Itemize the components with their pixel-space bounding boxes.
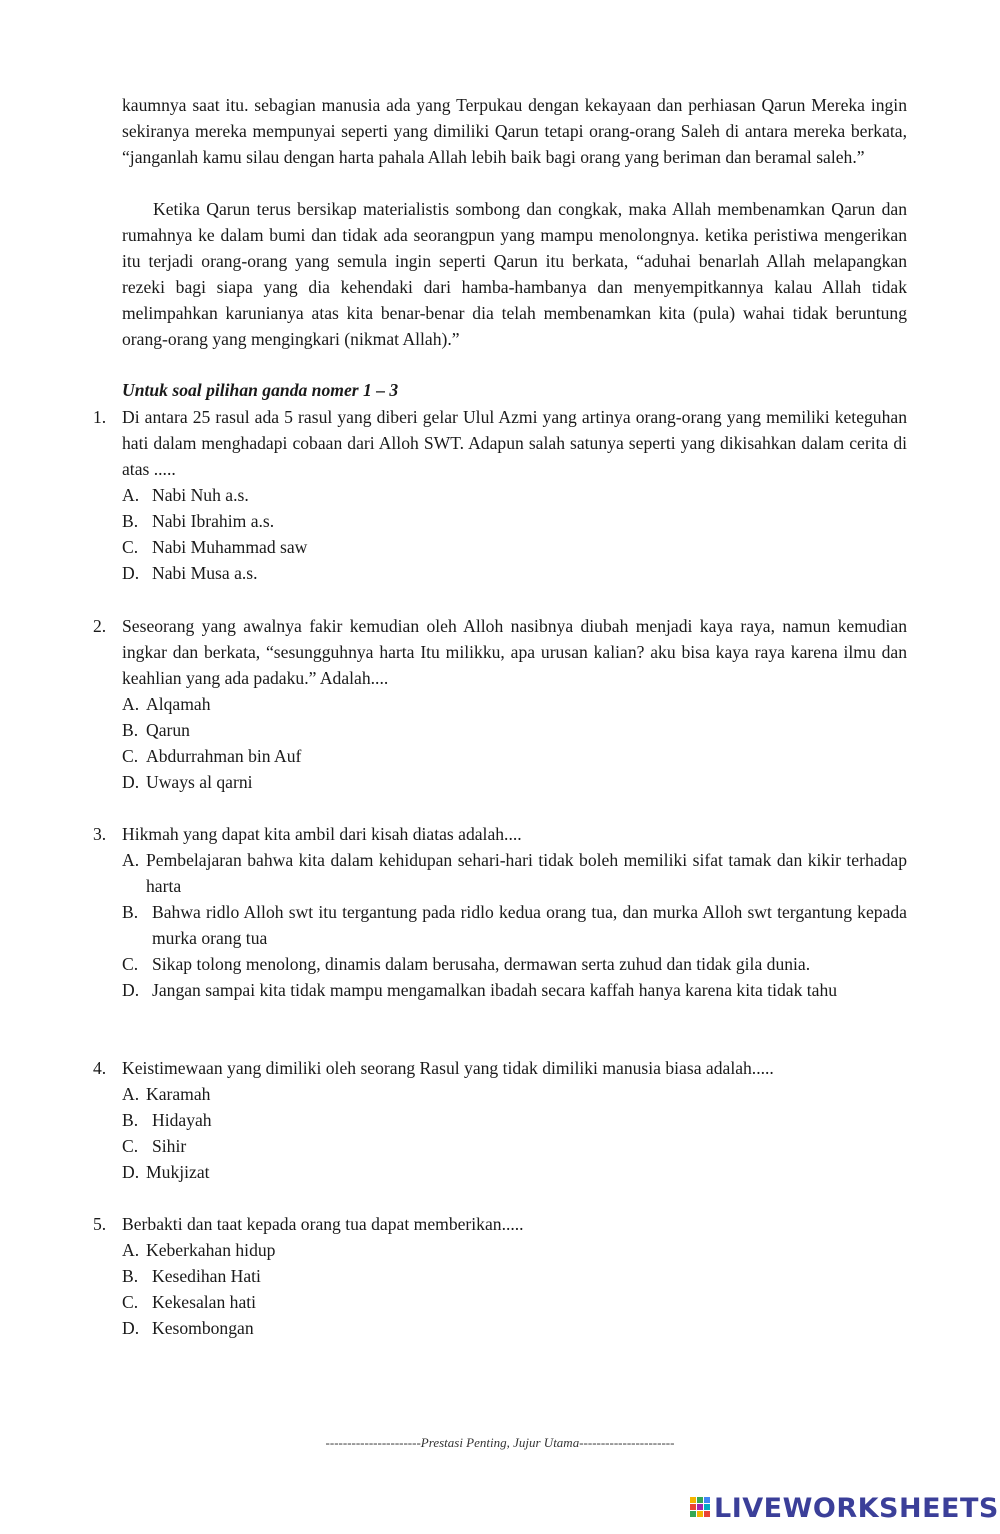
option-text: Kesedihan Hati bbox=[152, 1266, 261, 1286]
option-text: Nabi Muhammad saw bbox=[152, 537, 308, 557]
option-text: Keberkahan hidup bbox=[146, 1240, 276, 1260]
option-label: A. bbox=[122, 1084, 140, 1104]
option-text: Bahwa ridlo Alloh swt itu tergantung pada ridlo kedua orang tua, dan murka Alloh swt tergantung kepada murka orang tua bbox=[152, 902, 907, 948]
option-5a[interactable] bbox=[122, 1237, 907, 1263]
option-3c[interactable] bbox=[122, 951, 907, 977]
option-text: Pembelajaran bahwa kita dalam kehidupan sehari-hari tidak boleh memiliki sifat tamak dan kikir terhadap harta bbox=[146, 850, 907, 896]
question-text: Keistimewaan yang dimiliki oleh seorang Rasul yang tidak dimiliki manusia biasa adalah..... bbox=[122, 1058, 774, 1078]
option-text: Kekesalan hati bbox=[152, 1292, 257, 1312]
option-5c[interactable] bbox=[122, 1289, 907, 1315]
option-label: B. bbox=[122, 1266, 139, 1286]
option-text: Jangan sampai kita tidak mampu mengamalkan ibadah secara kaffah hanya karena kita tidak tahu bbox=[152, 980, 838, 1000]
option-text: Kesombongan bbox=[152, 1318, 254, 1338]
option-4b[interactable] bbox=[122, 1107, 907, 1133]
liveworksheets-logo-icon bbox=[690, 1497, 712, 1521]
option-label: C. bbox=[122, 1136, 139, 1156]
question-number: 5. bbox=[93, 1214, 107, 1234]
option-label: D. bbox=[122, 1318, 140, 1338]
option-label: D. bbox=[122, 563, 140, 583]
question-text: Di antara 25 rasul ada 5 rasul yang diberi gelar Ulul Azmi yang artinya orang-orang yang memiliki keteguhan hati dalam menghadapi cobaan dari Alloh SWT. Adapun salah satunya seperti yang dikisahkan dalam cerita di atas ..... bbox=[122, 407, 907, 479]
option-text: Sihir bbox=[152, 1136, 187, 1156]
option-text: Abdurrahman bin Auf bbox=[146, 746, 302, 766]
option-text: Qarun bbox=[146, 720, 190, 740]
option-3a[interactable] bbox=[122, 847, 907, 899]
option-label: A. bbox=[122, 1240, 140, 1260]
option-label: B. bbox=[122, 511, 139, 531]
footer-motto-text: Prestasi Penting, Jujur Utama bbox=[420, 1435, 580, 1450]
option-4d[interactable] bbox=[122, 1159, 907, 1185]
option-text: Uways al qarni bbox=[146, 772, 253, 792]
question-number: 2. bbox=[93, 616, 107, 636]
footer-dashes-right: ---------------------- bbox=[579, 1435, 675, 1450]
option-4c[interactable] bbox=[122, 1133, 907, 1159]
option-3b[interactable] bbox=[122, 899, 907, 951]
option-text: Sikap tolong menolong, dinamis dalam berusaha, dermawan serta zuhud dan tidak gila dunia. bbox=[152, 954, 811, 974]
option-4a[interactable] bbox=[122, 1081, 907, 1107]
option-1a[interactable] bbox=[122, 482, 907, 508]
brand-name: LIVEWORKSHEETS bbox=[714, 1493, 999, 1524]
liveworksheets-brand bbox=[690, 1492, 999, 1526]
option-2c[interactable] bbox=[122, 743, 907, 769]
option-label: A. bbox=[122, 850, 140, 870]
option-label: C. bbox=[122, 746, 139, 766]
question-text: Seseorang yang awalnya fakir kemudian oleh Alloh nasibnya diubah menjadi kaya raya, namun kemudian ingkar dan berkata, “sesungguhnya harta Itu milikku, apa urusan kalian? aku bisa kaya raya karena ilmu dan keahlian yang ada padaku.” Adalah.... bbox=[122, 616, 907, 688]
option-text: Mukjizat bbox=[146, 1162, 210, 1182]
option-3d[interactable] bbox=[122, 977, 907, 1003]
option-text: Hidayah bbox=[152, 1110, 212, 1130]
option-label: C. bbox=[122, 537, 139, 557]
question-number: 3. bbox=[93, 824, 107, 844]
option-label: D. bbox=[122, 772, 140, 792]
option-text: Nabi Nuh a.s. bbox=[152, 485, 249, 505]
option-2a[interactable] bbox=[122, 691, 907, 717]
question-text: Hikmah yang dapat kita ambil dari kisah diatas adalah.... bbox=[122, 824, 522, 844]
option-label: C. bbox=[122, 954, 139, 974]
question-number: 4. bbox=[93, 1058, 107, 1078]
option-text: Karamah bbox=[146, 1084, 211, 1104]
question-number: 1. bbox=[93, 407, 107, 427]
option-label: D. bbox=[122, 980, 140, 1000]
passage-paragraph-1: kaumnya saat itu. sebagian manusia ada yang Terpukau dengan kekayaan dan perhiasan Qarun Mereka ingin sekiranya mereka mempunyai seperti yang dimiliki Qarun tetapi orang-orang Saleh di antara mereka berkata, “janganlah kamu silau dengan harta pahala Allah lebih baik bagi orang yang beriman dan beramal saleh.” bbox=[122, 95, 907, 167]
footer-motto bbox=[0, 1433, 1000, 1453]
option-5b[interactable] bbox=[122, 1263, 907, 1289]
option-label: B. bbox=[122, 1110, 139, 1130]
option-label: A. bbox=[122, 485, 140, 505]
option-label: B. bbox=[122, 902, 139, 922]
option-5d[interactable] bbox=[122, 1315, 907, 1341]
option-2d[interactable] bbox=[122, 769, 907, 795]
passage-paragraph-2: Ketika Qarun terus bersikap materialistis sombong dan congkak, maka Allah membenamkan Qarun dan rumahnya ke dalam bumi dan tidak ada seorangpun yang mampu menolongnya. ketika peristiwa mengerikan itu terjadi orang-orang yang semula ingin seperti Qarun itu berkata, “aduhai benarlah Allah melapangkan rezeki bagi siapa yang dia kehendaki dari hamba-hambanya dan menyempitkannya kalau Allah tidak melimpahkan karunianya atas kita benar-benar dia telah membenamkan kita (pula) wahai tidak beruntung orang-orang yang mengingkari (nikmat Allah).” bbox=[122, 199, 907, 349]
option-label: A. bbox=[122, 694, 140, 714]
question-text: Berbakti dan taat kepada orang tua dapat memberikan..... bbox=[122, 1214, 524, 1234]
section-heading: Untuk soal pilihan ganda nomer 1 – 3 bbox=[122, 380, 399, 400]
option-text: Alqamah bbox=[146, 694, 211, 714]
option-1c[interactable] bbox=[122, 534, 907, 560]
footer-dashes-left: ---------------------- bbox=[325, 1435, 421, 1450]
option-label: C. bbox=[122, 1292, 139, 1312]
option-label: D. bbox=[122, 1162, 140, 1182]
option-1b[interactable] bbox=[122, 508, 907, 534]
option-1d[interactable] bbox=[122, 560, 907, 586]
option-text: Nabi Musa a.s. bbox=[152, 563, 258, 583]
option-label: B. bbox=[122, 720, 139, 740]
option-2b[interactable] bbox=[122, 717, 907, 743]
option-text: Nabi Ibrahim a.s. bbox=[152, 511, 275, 531]
